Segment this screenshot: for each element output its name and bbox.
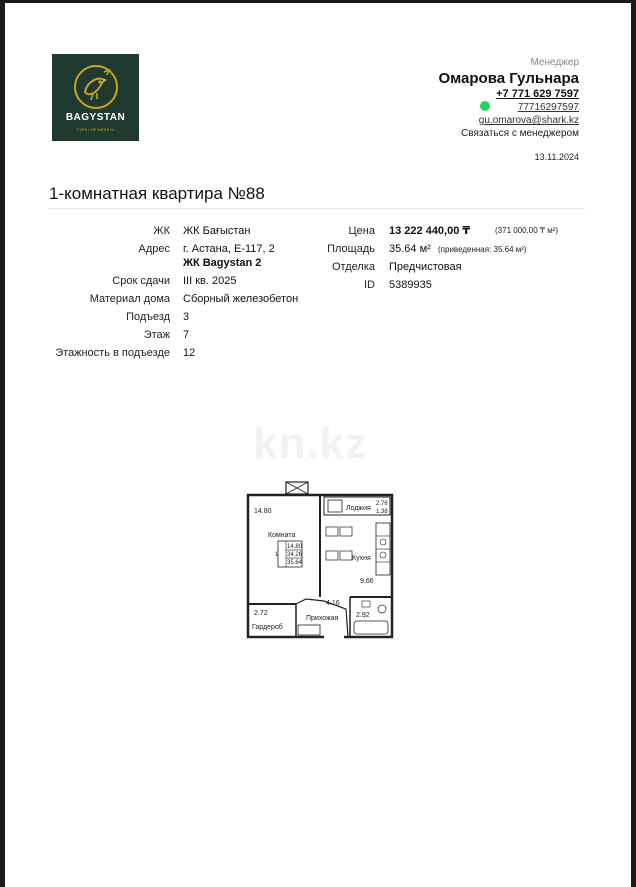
detail-label-price: Цена xyxy=(348,225,375,237)
bagystan-logo xyxy=(52,54,139,141)
manager-card xyxy=(438,56,579,140)
contact-manager-link[interactable]: Связаться с менеджером xyxy=(461,128,579,139)
wardrobe-label: Гардероб xyxy=(252,624,283,631)
detail-label-floor: Этаж xyxy=(143,329,170,341)
detail-value-floor: 7 xyxy=(183,329,190,341)
detail-value-id: 5389935 xyxy=(389,279,432,291)
detail-label-address: Адрес xyxy=(138,243,170,255)
manager-role: Менеджер xyxy=(530,57,579,68)
loggia-area-2: 1.38 xyxy=(376,509,388,515)
room-area-label: 14.80 xyxy=(254,508,272,515)
floor-plan xyxy=(246,479,396,649)
detail-label-complex: ЖК xyxy=(153,225,170,237)
detail-value-price-per-m2: (371 000,00 ₸ м²) xyxy=(495,226,559,235)
whatsapp-icon[interactable] xyxy=(480,101,490,111)
detail-label-area: Площадь xyxy=(327,243,375,255)
manager-phone-link[interactable]: +7 771 629 7597 xyxy=(496,88,579,100)
kitchen-area: 9.66 xyxy=(360,578,374,585)
hall-area: 4.16 xyxy=(326,600,340,607)
detail-value-deadline: III кв. 2025 xyxy=(183,275,237,287)
email-link[interactable]: gu.omarova@shark.kz xyxy=(478,115,579,126)
detail-value-address: г. Астана, Е-117, 2 xyxy=(183,243,275,255)
detail-label-id: ID xyxy=(364,279,375,291)
detail-value-floors-total: 12 xyxy=(183,347,196,359)
room-table-2: 34.26 xyxy=(287,552,303,558)
detail-value-address-complex: ЖК Bagystan 2 xyxy=(183,257,262,269)
detail-label-material: Материал дома xyxy=(89,293,170,305)
detail-value-material: Сборный железобетон xyxy=(183,293,299,305)
detail-value-price: 13 222 440,00 ₸ xyxy=(389,225,471,237)
detail-value-complex: ЖК Бағыстан xyxy=(183,225,251,237)
kitchen-label: Кухня xyxy=(352,555,371,562)
room-count: 1 xyxy=(275,552,279,558)
detail-value-area: 35.64 м² xyxy=(389,243,431,255)
detail-label-floors-total: Этажность в подъезде xyxy=(55,347,170,359)
wardrobe-area: 2.72 xyxy=(254,610,268,617)
detail-label-deadline: Срок сдачи xyxy=(112,275,170,287)
loggia-area-1: 2.76 xyxy=(376,501,388,507)
room-table-3: 35.64 xyxy=(287,560,303,566)
page xyxy=(5,3,631,887)
watermark: kn.kz xyxy=(253,419,369,468)
page-title: 1-комнатная квартира №88 xyxy=(49,184,265,203)
divider xyxy=(49,208,585,209)
room-label: Комната xyxy=(268,532,296,539)
detail-value-area-reduced: (приведенная: 35.64 м²) xyxy=(438,245,527,254)
document-date: 13.11.2024 xyxy=(534,152,579,162)
detail-value-entrance: 3 xyxy=(183,311,190,323)
whatsapp-link[interactable]: 77716297597 xyxy=(517,102,579,113)
bath-area: 2.92 xyxy=(356,612,370,619)
detail-label-finish: Отделка xyxy=(332,261,375,273)
loggia-label: Лоджия xyxy=(346,505,371,512)
logo-brand: BAGYSTAN xyxy=(65,112,126,123)
detail-value-finish: Предчистовая xyxy=(389,261,462,273)
detail-label-entrance: Подъезд xyxy=(126,311,170,323)
room-table-1: 14.80 xyxy=(287,544,303,550)
manager-name: Омарова Гульнара xyxy=(438,70,579,87)
bird-logo-icon xyxy=(71,62,121,112)
logo-tagline: ТҮРЛІ ҮЙ МЕКЕНІ xyxy=(76,127,115,132)
hall-label: Прихожая xyxy=(306,615,339,622)
